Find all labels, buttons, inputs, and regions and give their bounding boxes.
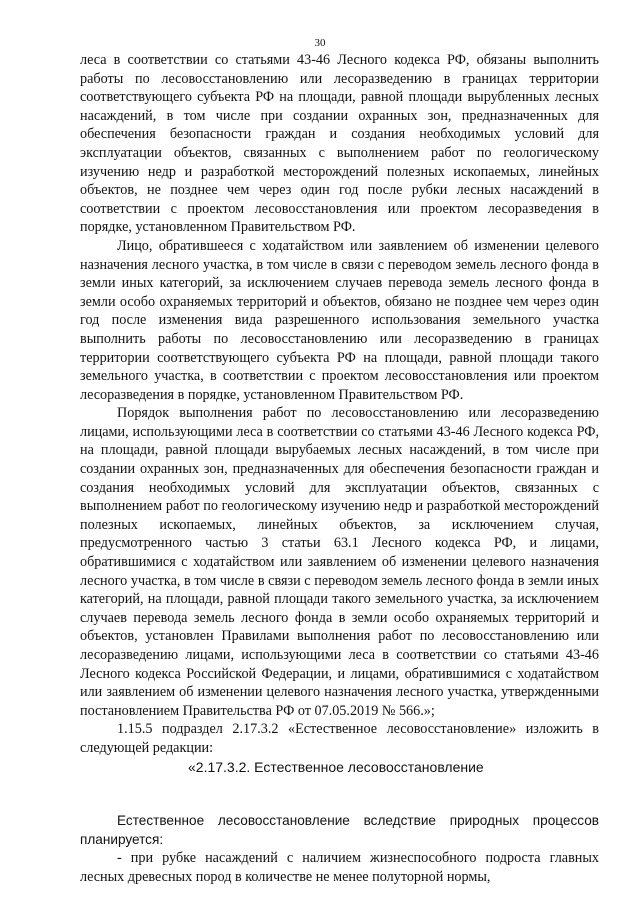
page-number: 30 [314, 37, 326, 49]
paragraph-natural-reforestation: Естественное лесовосстановление вследствие природных процессов планируется: [80, 813, 599, 847]
section-heading: «2.17.3.2. Естественное лесовосстановление [188, 758, 484, 775]
paragraph-list-item: - при рубке насаждений с наличием жизнеспособного подроста главных лесных древесных пород в количестве не менее полуторной нормы, [80, 850, 599, 885]
paragraph-amendment-1-15-5: 1.15.5 подраздел 2.17.3.2 «Естественное лесовосстановление» изложить в следующей редакции: [80, 721, 599, 756]
paragraph-continuation: леса в соответствии со статьями 43-46 Лесного кодекса РФ, обязаны выполнить работы по лесовосстановлению или лесоразведению в границах территории соответствующего субъекта РФ на площади, равной площади вырубленных лесных насаждений, в том числе при создании охранных зон, предназначенных для обеспечения безопасности граждан и создания необходимых условий для эксплуатации объектов, связанных с выполнением работ по геологическому изучению недр и разработкой месторождений полезных ископаемых, линейных объектов, не позднее чем через один год после рубки лесных насаждений в соответствии с проектом лесовосстановления или проектом лесоразведения в порядке, установленном Правительством РФ. [80, 52, 599, 236]
paragraph-land-purpose-change: Лицо, обратившееся с ходатайством или заявлением об изменении целевого назначения лесного участка, в том числе в связи с переводом земель лесного фонда в земли иных категорий, за исключением случаев перевода земель лесного фонда в земли особо охраняемых территорий и объектов, обязано не позднее чем через один год после изменения вида разрешенного использования земельного участка выполнить работы по лесовосстановлению или лесоразведению в границах территории соответствующего субъекта РФ на площади, равной площади такого земельного участка, в соответствии с проектом лесовосстановления или проектом лесоразведения в порядке, установленном Правительством РФ. [80, 237, 599, 403]
blank-spacer [80, 776, 599, 812]
paragraph-reforestation-procedure: Порядок выполнения работ по лесовосстановлению или лесоразведению лицами, использующими леса в соответствии со статьями 43-46 Лесного кодекса РФ, на площади, равной площади вырубаемых лесных насаждений, в том числе при создании охранных зон, предназначенных для обеспечения безопасности граждан и создания необходимых условий для эксплуатации объектов, связанных с выполнением работ по геологическому изучению недр и разработкой месторождений полезных ископаемых, линейных объектов, за исключением случая, предусмотренного частью 3 статьи 63.1 Лесного кодекса РФ, и лицами, обратившимися с ходатайством или заявлением об изменении целевого назначения лесного участка, в том числе в связи с переводом земель лесного фонда в земли иных категорий, на площади, равной площади такого земельного участка, за исключением случаев перевода земель лесного фонда в земли особо охраняемых территорий и объектов, установлен Правилами выполнения работ по лесовосстановлению или лесоразведению лицами, использующими леса в соответствии со статьями 43-46 Лесного кодекса Российской Федерации, и лицами, обратившимися с ходатайством или заявлением об изменении целевого назначения лесного участка, утвержденными постановлением Правительства РФ от 07.05.2019 № 566.»; [80, 405, 599, 719]
document-body [80, 51, 599, 887]
